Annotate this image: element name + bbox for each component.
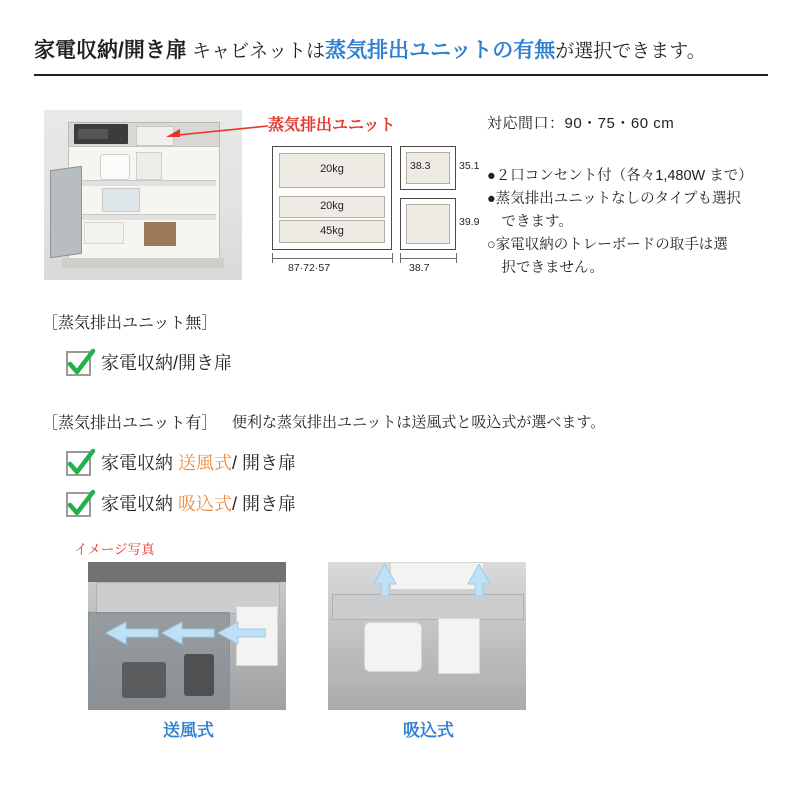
photo-rice-cooker xyxy=(100,154,130,180)
airflow-arrow-icon xyxy=(106,620,266,646)
spec-bullet-2: できます。 xyxy=(487,214,573,230)
sample-photo-blow xyxy=(88,562,286,710)
checkbox-checked-icon[interactable] xyxy=(66,492,91,517)
section-label-with-unit: ［蒸気排出ユニット有］ xyxy=(42,415,218,432)
diagram-left-width-tick-start xyxy=(272,253,273,263)
suction-arrow-icon xyxy=(372,564,492,596)
option-no-unit-label: 家電収納/開き扉 xyxy=(101,353,233,373)
sample-right-shelf xyxy=(328,672,526,684)
callout-arrow-icon xyxy=(160,124,270,138)
option-no-unit[interactable] xyxy=(66,350,232,376)
sample-right-pot xyxy=(438,618,480,674)
spec-bullet-0: ●２口コンセント付（各々1,480W まで） xyxy=(487,168,753,184)
photo-counter xyxy=(62,258,224,268)
sample-left-pot xyxy=(122,662,166,698)
diagram-left-top-load: 20kg xyxy=(320,163,344,175)
steam-unit-callout-label: 蒸気排出ユニット xyxy=(268,117,396,134)
diagram-right-width-tick-end xyxy=(456,253,457,263)
photo-storage-box xyxy=(102,188,140,212)
diagram-right-width-label: 38.7 xyxy=(409,262,430,274)
photo-microwave xyxy=(74,124,128,144)
diagram-left-bottom-load: 45kg xyxy=(320,225,344,237)
diagram-right-top-depth: 38.3 xyxy=(410,160,431,172)
sample-left-top-frame xyxy=(88,562,286,582)
sample-left-kettle xyxy=(184,654,214,696)
image-note-label: イメージ写真 xyxy=(74,542,155,557)
sample-photo-suction xyxy=(328,562,526,710)
diagram-left-width-tick-end xyxy=(392,253,393,263)
option-suction[interactable] xyxy=(66,491,296,517)
spec-bullet-3: ○家電収納のトレーボードの取手は選 xyxy=(487,237,728,253)
checkbox-checked-icon[interactable] xyxy=(66,351,91,376)
diagram-right-bottom-inner xyxy=(406,204,450,244)
diagram-left-mid-load: 20kg xyxy=(320,200,344,212)
option-blow[interactable] xyxy=(66,450,296,476)
title-divider xyxy=(34,74,768,76)
sample-right-unit-panel xyxy=(332,594,524,620)
checkbox-checked-icon[interactable] xyxy=(66,451,91,476)
photo-cups xyxy=(84,222,124,244)
caption-suction: 吸込式 xyxy=(403,721,454,740)
page-title-part1: 家電収納/開き扉 xyxy=(34,39,187,62)
photo-open-door xyxy=(50,166,82,258)
diagram-right-width-tick-start xyxy=(400,253,401,263)
photo-shelf-upper xyxy=(70,180,216,186)
photo-shelf-lower xyxy=(70,214,216,220)
option-blow-label: 家電収納 送風式/ 開き扉 xyxy=(101,453,297,473)
page-title-part4: が選択できます。 xyxy=(555,41,706,62)
page-title-part2: キャビネットは xyxy=(186,41,326,62)
photo-pot xyxy=(136,152,162,180)
caption-blow: 送風式 xyxy=(163,721,214,740)
sample-right-rice-cooker xyxy=(364,622,422,672)
photo-wood-box xyxy=(144,222,176,246)
diagram-left-width-label: 87·72·57 xyxy=(288,262,331,274)
spec-bullet-4: 択できません。 xyxy=(487,260,604,276)
spec-bullet-list xyxy=(487,165,777,280)
option-suction-label: 家電収納 吸込式/ 開き扉 xyxy=(101,494,297,514)
diagram-right-top-height: 35.1 xyxy=(459,160,480,172)
page-title-part3: 蒸気排出ユニットの有無 xyxy=(325,39,556,62)
diagram-right-bottom-height: 39.9 xyxy=(459,216,480,228)
page-title xyxy=(34,36,774,67)
diagram-right-width-line xyxy=(400,258,456,259)
width-spec-label: 対応間口：90・75・60 cm xyxy=(487,115,675,132)
section-label-no-unit: ［蒸気排出ユニット無］ xyxy=(42,315,218,332)
dimension-diagram xyxy=(272,146,480,278)
spec-bullet-1: ●蒸気排出ユニットなしのタイプも選択 xyxy=(487,191,741,207)
diagram-left-width-line xyxy=(272,258,392,259)
section-note-with-unit: 便利な蒸気排出ユニットは送風式と吸込式が選べます。 xyxy=(232,414,606,431)
